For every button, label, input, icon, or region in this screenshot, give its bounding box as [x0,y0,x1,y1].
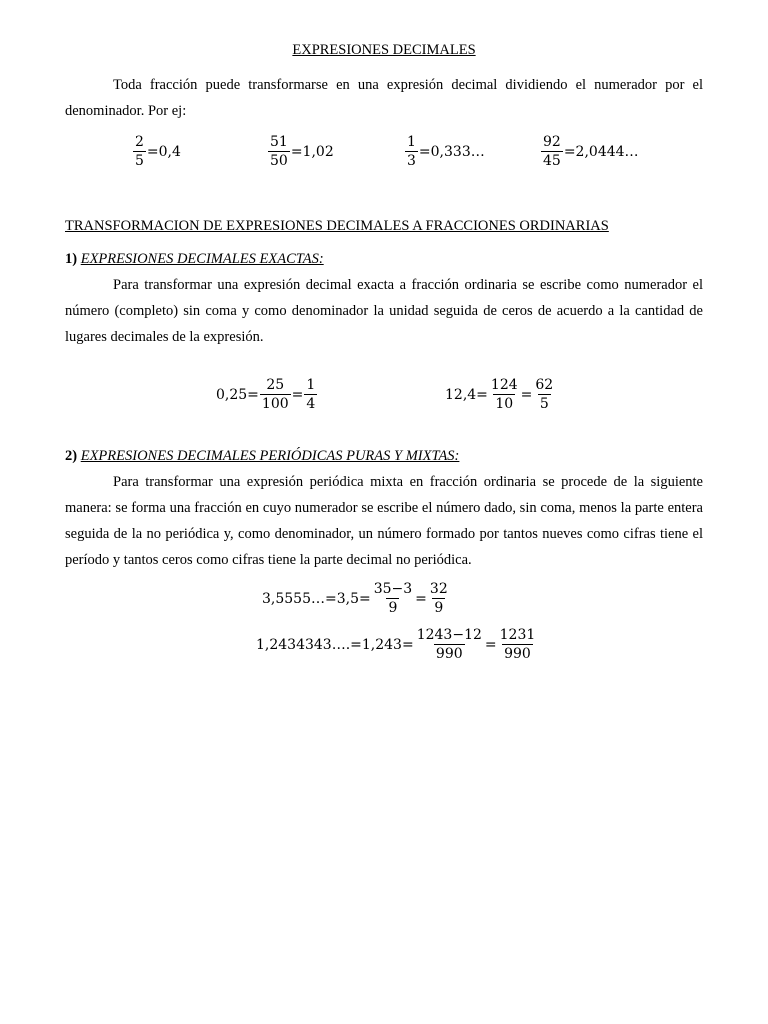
item-number: 2) [65,448,78,464]
item-2-heading [65,448,459,465]
numerator: 1 [306,377,316,393]
denominator: 990 [504,646,531,662]
denominator: 3 [407,153,416,169]
fraction [260,377,291,412]
fraction [541,134,563,169]
numerator: 62 [535,377,554,393]
denominator: 9 [434,600,444,616]
result: =2,0444… [563,143,639,160]
denominator: 5 [135,153,144,169]
lead: 3,5555…=3,5= [262,590,371,607]
item-number: 1) [65,251,78,267]
equals: = [291,386,304,403]
numerator: 92 [543,134,561,150]
item-1-heading [65,251,324,268]
fraction [372,581,414,616]
denominator: 50 [270,153,288,169]
intro-example-1 [132,134,181,169]
numerator: 1231 [499,627,536,643]
equals: = [415,590,427,607]
denominator: 10 [495,396,514,412]
item-1-example-2 [445,377,556,412]
numerator: 1 [407,134,416,150]
lead: 1,2434343….=1,243= [256,636,414,653]
item-2-example-1 [262,581,451,616]
section-title: TRANSFORMACION DE EXPRESIONES DECIMALES A FRACCIONES ORDINARIAS [65,218,609,234]
fraction [489,377,520,412]
result: =1,02 [290,143,334,160]
item-2-example-2 [256,627,538,662]
denominator: 5 [539,396,549,412]
item-label: EXPRESIONES DECIMALES PERIÓDICAS PURAS Y MIXTAS: [80,448,460,464]
item-2-paragraph: Para transformar una expresión periódica mixta en fracción ordinaria se procede de la siguiente manera: se forma una fracción en cuyo numerador se escribe el número dado, sin coma, menos la parte entera seguida de la no periódica y, como denominador, un número formado por tantos nueves como cifras tiene el período y tantos ceros como cifras tiene la parte decimal no periódica. [65,474,703,568]
item-1-example-1 [216,377,318,412]
page-title: EXPRESIONES DECIMALES [292,42,476,58]
intro-example-4 [540,134,639,169]
denominator: 45 [543,153,561,169]
numerator: 51 [270,134,288,150]
numerator: 2 [135,134,144,150]
numerator: 35−3 [373,581,413,597]
numerator: 1243−12 [416,627,482,643]
numerator: 25 [266,377,285,393]
fraction [133,134,146,169]
lead: 0,25= [216,386,259,403]
fraction [415,627,484,662]
intro-paragraph: Toda fracción puede transformarse en una expresión decimal dividiendo el numerador por el denominador. Por ej: [65,77,703,119]
item-label: EXPRESIONES DECIMALES EXACTAS: [80,251,324,267]
result: =0,333… [418,143,485,160]
lead: 12,4= [445,386,488,403]
equals: = [520,386,533,403]
denominator: 4 [306,396,316,412]
denominator: 100 [261,396,289,412]
fraction [304,377,317,412]
intro-example-3 [404,134,485,169]
result: =0,4 [146,143,181,160]
intro-example-2 [267,134,334,169]
denominator: 9 [388,600,398,616]
numerator: 32 [429,581,448,597]
fraction [268,134,290,169]
fraction [533,377,555,412]
fraction [405,134,418,169]
item-1-paragraph: Para transformar una expresión decimal exacta a fracción ordinaria se escribe como numerador el número (completo) sin coma y como denominador la unidad seguida de ceros de acuerdo a la cantidad de lugares decimales de la expresión. [65,277,703,345]
fraction [428,581,450,616]
equals: = [484,636,497,653]
fraction [498,627,538,662]
denominator: 990 [435,646,463,662]
numerator: 124 [490,377,518,393]
